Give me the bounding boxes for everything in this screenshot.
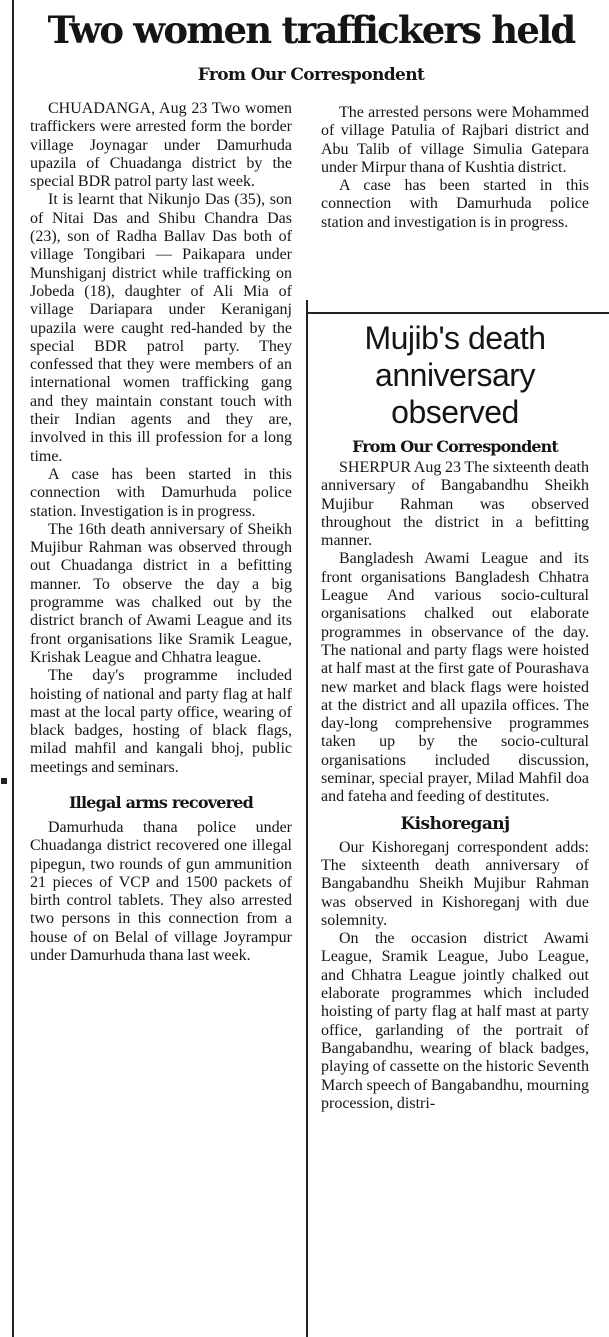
middle-column-rule bbox=[306, 300, 308, 1337]
column-right-box bbox=[321, 320, 589, 1113]
paragraph: It is learnt that Nikunjo Das (35), son of Nitai Das and Shibu Chandra Das (23), son of Radha Ballav Das both of village Tongibari — Paikapara under Munshiganj district while trafficking on Jobeda (18), daughter of Ali Mia of village Dariapara under Keraniganj upazila were caught red-handed by the special BDR patrol party. They confessed that they were members of an international women trafficking gang and they maintain constant touch with their Indian agents and they are, involved in this ill profession for a long time. bbox=[30, 191, 292, 465]
byline-traffickers: From Our Correspondent bbox=[197, 65, 425, 85]
paragraph: Our Kishoreganj correspondent adds: The sixteenth death anniversary of Bangabandhu Sheikh Mujibur Rahman was observed in Kishoreganj with due solemnity. bbox=[321, 838, 589, 929]
paragraph: A case has been started in this connection with Damurhuda police station and investigation is in progress. bbox=[321, 177, 589, 231]
paragraph: CHUADANGA, Aug 23 Two women traffickers were arrested form the border village Joynagar under Damurhuda upazila of Chuadanga district by the special BDR patrol party last week. bbox=[30, 100, 292, 191]
margin-mark bbox=[1, 778, 7, 784]
headline-traffickers: Two women traffickers held bbox=[47, 8, 575, 52]
paragraph: A case has been started in this connection with Damurhuda police station. Investigation is in progress. bbox=[30, 465, 292, 520]
paragraph: Damurhuda thana police under Chuadanga district recovered one illegal pipegun, two rounds of gun ammunition 21 pieces of VCP and 1500 packets of birth control tablets. They also arrested two persons in this connection from a house of on Belal of village Joyrampur under Damurhuda thana last week. bbox=[30, 818, 292, 965]
headline-mujib-anniversary: Mujib's death anniversary observed bbox=[364, 320, 546, 430]
box-top-rule bbox=[307, 312, 609, 314]
column-right-top bbox=[321, 104, 589, 232]
paragraph: The 16th death anniversary of Sheikh Mujibur Rahman was observed through out Chuadanga district in a befitting manner. To observe the day a big programme was chalked out by the district branch of Awami League and its front organisations like Sramik League, Krishak League and Chhatra league. bbox=[30, 520, 292, 666]
paragraph: The day's programme included hoisting of national and party flag at half mast at the local party office, wearing of black badges, hosting of black flags, milad mahfil and kangali bhoj, public meetings and seminars. bbox=[30, 667, 292, 776]
paragraph: On the occasion district Awami League, Sramik League, Jubo League, and Chhatra League jointly chalked out elaborate programmes which included hoisting of party flag at half mast at party office, garlanding of the portrait of Bangabandhu, wearing of black badges, playing of cassette on the historic Seventh March speech of Bangabandhu, mourning procession, distri- bbox=[321, 930, 589, 1112]
subhead-kishoreganj: Kishoreganj bbox=[400, 813, 510, 834]
paragraph: Bangladesh Awami League and its front organisations Bangladesh Chhatra League And various socio-cultural organisations chalked out elaborate programmes in observance of the day. The national and party flags were hoisted at half mast at the first gate of Pourashava new market and black flags were hoisted at the district and all upazila offices. The day-long comprehensive programmes taken up by the socio-cultural organisations included discussion, seminar, special prayer, Milad Mahfil doa and fateha and feeding of destitutes. bbox=[321, 550, 589, 806]
paragraph: The arrested persons were Mohammed of village Patulia of Rajbari district and Abu Talib of village Simulia Gatepara under Mirpur thana of Kushtia district. bbox=[321, 104, 589, 176]
column-left bbox=[30, 100, 292, 965]
subhead-illegal-arms: Illegal arms recovered bbox=[68, 792, 254, 812]
paragraph: SHERPUR Aug 23 The sixteenth death anniversary of Bangabandhu Sheikh Mujibur Rahman was observed throughout the district in a befitting manner. bbox=[321, 459, 589, 550]
left-column-rule bbox=[12, 0, 14, 1337]
byline-mujib-anniversary: From Our Correspondent bbox=[352, 437, 558, 456]
